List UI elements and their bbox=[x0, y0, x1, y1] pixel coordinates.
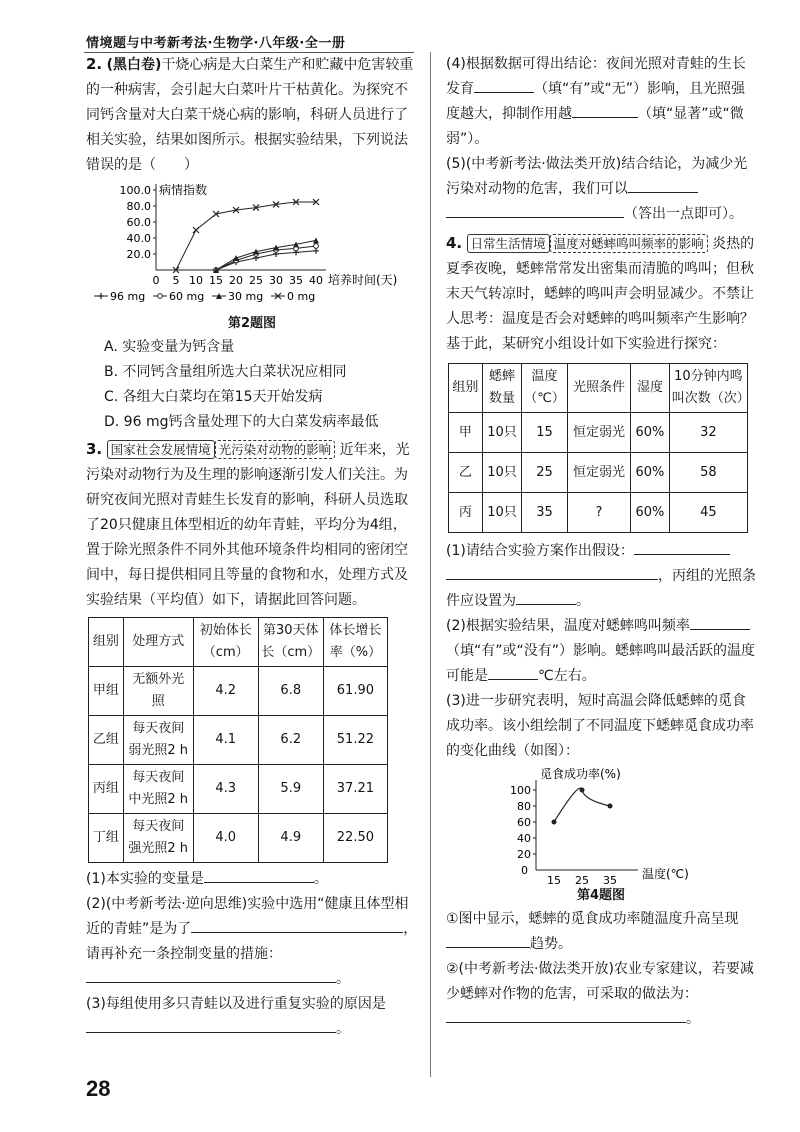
table-row bbox=[89, 765, 388, 814]
q4-sub2-text: (2)根据实验结果，温度对蟋蟀鸣叫频率 bbox=[446, 618, 690, 634]
question-2-number: 2. bbox=[86, 55, 103, 73]
q3-sub3-text: (3)每组使用多只青蛙以及进行重复实验的原因是 bbox=[86, 996, 386, 1012]
table-cell: 35 bbox=[522, 493, 568, 533]
q4-sub3-1 bbox=[446, 907, 756, 957]
answer-blank[interactable] bbox=[572, 103, 638, 118]
table-cell: 22.50 bbox=[323, 814, 387, 863]
q3-sub1: (1)本实验的变量是 。 bbox=[86, 867, 418, 892]
question-4-text: 炎热的夏季夜晚，蟋蟀常常发出密集而清脆的鸣叫；但秋末天气转凉时，蟋蟀的鸣叫声会明显减少。不禁让人思考：温度是否会对蟋蟀的鸣叫频率产生影响？基于此，某研究小组设计如下实验进行探究： bbox=[446, 236, 755, 352]
x-tick-label: 30 bbox=[269, 274, 283, 287]
table-cell: 4.0 bbox=[193, 814, 258, 863]
series-line bbox=[216, 251, 316, 270]
q3-table-header-cell: 组别 bbox=[89, 618, 124, 667]
q4-sub3-2-text: ②(中考新考法·做法类开放)农业专家建议，若要减少蟋蟀对作物的危害，可采取的做法为： bbox=[446, 961, 754, 1002]
table-cell: 恒定弱光 bbox=[567, 453, 630, 493]
q4-sub3: (3)进一步研究表明，短时高温会降低蟋蟀的觅食成功率。该小组绘制了不同温度下蟋蟀觅食成功率的变化曲线（如图）： bbox=[446, 693, 754, 759]
table-cell: 61.90 bbox=[323, 667, 387, 716]
q4-chart bbox=[446, 766, 756, 884]
x-tick-label: 25 bbox=[249, 274, 263, 287]
data-point bbox=[314, 244, 319, 249]
table-cell: 5.9 bbox=[258, 765, 323, 814]
q4-table bbox=[448, 363, 748, 533]
table-cell: 10只 bbox=[482, 493, 522, 533]
table-cell: 甲 bbox=[449, 413, 483, 453]
q4-table-header-cell: 组别 bbox=[449, 364, 483, 413]
y-tick-label: 100 bbox=[510, 784, 531, 797]
table-cell: 10只 bbox=[482, 413, 522, 453]
question-3-number: 3. bbox=[86, 440, 103, 458]
table-cell: 32 bbox=[669, 413, 747, 453]
q4-table-header-cell: 湿度 bbox=[631, 364, 670, 413]
x-tick-label: 15 bbox=[209, 274, 223, 287]
question-3 bbox=[86, 437, 418, 613]
table-cell: 51.22 bbox=[323, 716, 387, 765]
q4-sub1: (1)请结合实验方案作出假设：，丙组的光照条件应设置为 。 bbox=[446, 539, 756, 614]
table-row bbox=[449, 413, 748, 453]
legend-label: 30 mg bbox=[228, 290, 264, 303]
q3-sub2: (2)(中考新考法·逆向思维)实验中选用“健康且体型相近的青蛙”是为了 ，请再补充一条控制变量的措施：。 bbox=[86, 896, 418, 987]
x-tick-label: 35 bbox=[603, 874, 617, 884]
answer-blank[interactable] bbox=[634, 540, 730, 555]
data-point bbox=[193, 227, 199, 233]
question-3-tag-context: 国家社会发展情境 bbox=[107, 440, 215, 459]
q3-sub4-text-c: （填“显著”或“微弱”）。 bbox=[446, 106, 744, 147]
answer-blank[interactable] bbox=[516, 590, 576, 605]
question-3-tag-topic: 光污染对动物的影响 bbox=[215, 440, 336, 459]
table-cell: 4.3 bbox=[193, 765, 258, 814]
table-cell: 每天夜间弱光照2 h bbox=[123, 716, 193, 765]
question-4 bbox=[446, 231, 756, 357]
q3-table-header-cell: 初始体长（cm） bbox=[193, 618, 258, 667]
q3-sub5-text: (5)(中考新考法·做法类开放)结合结论，为减少光污染对动物的危害，我们可以 bbox=[446, 156, 748, 197]
y-tick-label: 20.0 bbox=[126, 248, 151, 261]
table-row bbox=[89, 814, 388, 863]
table-cell: 丁组 bbox=[89, 814, 124, 863]
x-tick-label: 40 bbox=[309, 274, 323, 287]
data-point bbox=[98, 293, 104, 299]
q2-chart bbox=[86, 182, 418, 312]
page-number: 28 bbox=[86, 1076, 111, 1101]
answer-blank[interactable] bbox=[311, 918, 403, 933]
y-tick-label: 40.0 bbox=[126, 232, 151, 245]
table-cell: 丙 bbox=[449, 493, 483, 533]
table-cell: 37.21 bbox=[323, 765, 387, 814]
q3-sub2-text: (2)(中考新考法·逆向思维)实验中选用“健康且体型相近的青蛙”是为了 bbox=[86, 896, 409, 937]
answer-blank[interactable] bbox=[474, 78, 534, 93]
question-3-text: 近年来，光污染对动物行为及生理的影响逐渐引发人们关注。为研究夜间光照对青蛙生长发育的影响，科研人员选取了20只健康且体型相近的幼年青蛙，平均分为4组，置于除光照条件不同外其他环境条件均相同的密闭空间中，每日提供相同且等量的食物和水，处理方式及实验结果（平均值）如下，请据此回答问题。 bbox=[86, 442, 410, 608]
q3-sub3: (3)每组使用多只青蛙以及进行重复实验的原因是。 bbox=[86, 996, 386, 1037]
q4-sub3-1-text: ①图中显示，蟋蟀的觅食成功率随温度升高呈现 bbox=[446, 911, 739, 927]
x-tick-label: 15 bbox=[547, 874, 561, 884]
q3-sub2-text-b: ，请再补充一条控制变量的措施： bbox=[86, 921, 418, 962]
table-cell: 60% bbox=[631, 413, 670, 453]
question-4-tag-topic: 温度对蟋蟀鸣叫频率的影响 bbox=[550, 234, 708, 253]
answer-blank[interactable] bbox=[488, 665, 538, 680]
x-tick-label: 5 bbox=[172, 274, 180, 287]
table-cell: 恒定弱光 bbox=[567, 413, 630, 453]
answer-blank[interactable] bbox=[446, 565, 658, 580]
table-cell: 6.8 bbox=[258, 667, 323, 716]
data-point bbox=[580, 788, 585, 793]
table-cell: 25 bbox=[522, 453, 568, 493]
table-cell: 60% bbox=[631, 453, 670, 493]
table-cell: 4.2 bbox=[193, 667, 258, 716]
x-axis-label: 温度(℃) bbox=[642, 867, 689, 881]
q3-sub4-text-b: （填“有”或“无”）影响，且光照强度越大，抑制作用越 bbox=[446, 81, 746, 122]
q2-option-b: B. 不同钙含量组所选大白菜状况应相同 bbox=[104, 364, 347, 380]
answer-blank[interactable] bbox=[446, 203, 624, 218]
series-line bbox=[554, 788, 610, 822]
table-cell: 6.2 bbox=[258, 716, 323, 765]
question-4-number: 4. bbox=[446, 234, 463, 252]
q3-table-header-cell: 第30天体长（cm） bbox=[258, 618, 323, 667]
q2-option-a: A. 实验变量为钙含量 bbox=[104, 339, 235, 355]
y-tick-label: 40 bbox=[517, 832, 531, 845]
q3-table bbox=[88, 617, 388, 863]
answer-blank[interactable] bbox=[86, 1018, 336, 1033]
q3-table-header-row bbox=[89, 618, 388, 667]
table-cell: 无额外光照 bbox=[123, 667, 193, 716]
legend-label: 96 mg bbox=[110, 290, 146, 303]
table-cell: 乙组 bbox=[89, 716, 124, 765]
question-2 bbox=[86, 52, 418, 178]
data-point bbox=[608, 804, 613, 809]
x-tick-label: 25 bbox=[575, 874, 589, 884]
q2-option-d: D. 96 mg钙含量处理下的大白菜发病率最低 bbox=[104, 414, 379, 430]
answer-blank[interactable] bbox=[446, 1008, 686, 1023]
q4-sub2 bbox=[446, 614, 756, 689]
column-divider bbox=[430, 52, 431, 1077]
y-tick-label: 60.0 bbox=[126, 216, 151, 229]
q2-option-c: C. 各组大白菜均在第15天开始发病 bbox=[104, 389, 323, 405]
q3-sub4-text: (4)根据数据可得出结论：夜间光照对青蛙的生长发育 bbox=[446, 56, 746, 97]
table-row bbox=[89, 716, 388, 765]
q4-sub1-text-b: ，丙组的光照条件应设置为 bbox=[446, 568, 756, 609]
answer-blank[interactable] bbox=[204, 868, 314, 883]
y-tick-label: 60 bbox=[517, 816, 531, 829]
q4-table-header-cell: 蟋蟀数量 bbox=[482, 364, 522, 413]
q3-table-header-cell: 体长增长率（%） bbox=[323, 618, 387, 667]
running-header: 情境题与中考新考法·生物学·八年级·全一册 bbox=[86, 36, 346, 51]
q4-sub2-text-c: ℃左右。 bbox=[538, 668, 596, 684]
answer-blank[interactable] bbox=[690, 615, 750, 630]
question-2-text: 干烧心病是大白菜生产和贮藏中危害较重的一种病害，会引起大白菜叶片干枯黄化。为探究不同钙含量对大白菜干烧心病的影响，科研人员进行了相关实验，结果如图所示。根据实验结果，下列说法错误的是（ ） bbox=[86, 57, 414, 173]
legend-label: 0 mg bbox=[287, 290, 316, 303]
table-cell: 乙 bbox=[449, 453, 483, 493]
q3-sub5 bbox=[446, 152, 756, 227]
left-column bbox=[86, 52, 418, 1042]
table-cell: 每天夜间强光照2 h bbox=[123, 814, 193, 863]
q4-figure-caption: 第4题图 bbox=[576, 888, 626, 903]
table-row bbox=[449, 493, 748, 533]
table-cell: 10只 bbox=[482, 453, 522, 493]
table-row bbox=[449, 453, 748, 493]
q4-sub2-text-b: （填“有”或“没有”）影响。蟋蟀鸣叫最活跃的温度可能是 bbox=[446, 643, 756, 684]
x-tick-label: 35 bbox=[289, 274, 303, 287]
q3-table-header-cell: 处理方式 bbox=[123, 618, 193, 667]
question-2-tag: (黑白卷) bbox=[106, 57, 162, 73]
x-tick-label: 10 bbox=[189, 274, 203, 287]
data-point bbox=[233, 255, 239, 261]
q3-sub4 bbox=[446, 52, 756, 152]
answer-blank[interactable] bbox=[86, 968, 336, 983]
x-tick-label: 20 bbox=[229, 274, 243, 287]
table-cell: 甲组 bbox=[89, 667, 124, 716]
origin-label: 0 bbox=[521, 864, 528, 877]
y-tick-label: 80 bbox=[517, 800, 531, 813]
table-cell: 45 bbox=[669, 493, 747, 533]
x-tick-label: 0 bbox=[152, 274, 160, 287]
y-axis-label: 病情指数 bbox=[159, 183, 208, 197]
right-column bbox=[446, 52, 756, 1032]
q2-figure-caption: 第2题图 bbox=[227, 316, 277, 331]
q4-sub3-2: ②(中考新考法·做法类开放)农业专家建议，若要减少蟋蟀对作物的危害，可采取的做法为：。 bbox=[446, 961, 754, 1027]
table-cell: 每天夜间中光照2 h bbox=[123, 765, 193, 814]
q4-table-header-cell: 光照条件 bbox=[567, 364, 630, 413]
table-cell: 4.1 bbox=[193, 716, 258, 765]
table-cell: 58 bbox=[669, 453, 747, 493]
q4-sub3-1-text-b: 趋势。 bbox=[530, 936, 572, 952]
q4-table-header-cell: 温度（℃） bbox=[522, 364, 568, 413]
q3-sub1-text: (1)本实验的变量是 bbox=[86, 871, 204, 887]
y-tick-label: 100.0 bbox=[119, 184, 151, 197]
series-line bbox=[216, 240, 316, 270]
table-cell: 60% bbox=[631, 493, 670, 533]
data-point bbox=[158, 294, 163, 299]
table-cell: ? bbox=[567, 493, 630, 533]
y-tick-label: 20 bbox=[517, 848, 531, 861]
table-cell: 4.9 bbox=[258, 814, 323, 863]
q4-sub1-text: (1)请结合实验方案作出假设： bbox=[446, 543, 634, 559]
q4-table-header-row bbox=[449, 364, 748, 413]
q4-table-header-cell: 10分钟内鸣叫次数（次） bbox=[669, 364, 747, 413]
legend-label: 60 mg bbox=[169, 290, 205, 303]
question-4-tag-context: 日常生活情境 bbox=[467, 234, 550, 253]
q3-sub5-text-b: （答出一点即可）。 bbox=[624, 206, 743, 222]
table-row bbox=[89, 667, 388, 716]
table-cell: 15 bbox=[522, 413, 568, 453]
answer-blank[interactable] bbox=[628, 178, 698, 193]
answer-blank[interactable] bbox=[446, 933, 530, 948]
y-axis-label: 觅食成功率(%) bbox=[540, 767, 621, 781]
data-point bbox=[552, 820, 557, 825]
answer-blank[interactable] bbox=[191, 918, 311, 933]
table-cell: 丙组 bbox=[89, 765, 124, 814]
x-axis-label: 培养时间(天) bbox=[328, 273, 398, 287]
y-tick-label: 80.0 bbox=[126, 200, 151, 213]
